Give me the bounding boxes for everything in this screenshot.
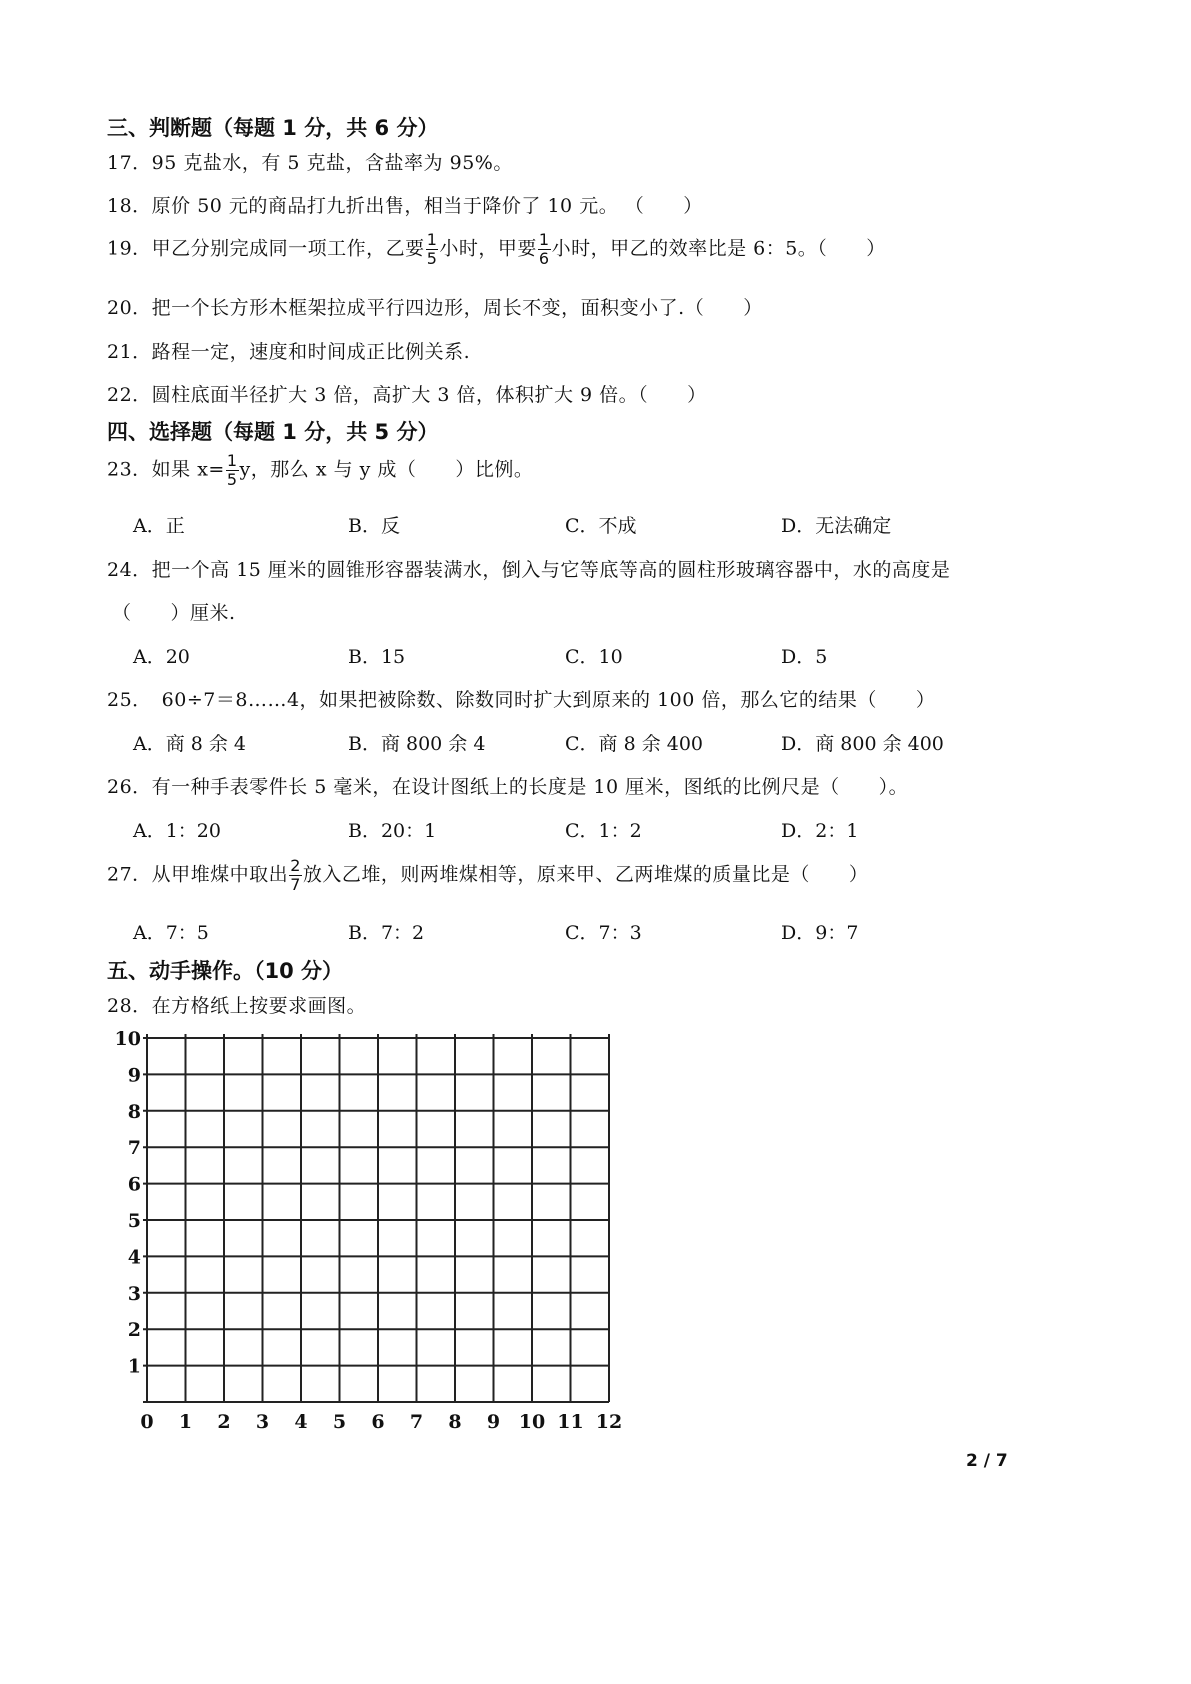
option-a: A．商 8 余 4 [133, 733, 247, 755]
y-axis-tick-label: 2 [127, 1319, 141, 1342]
option-d: D．2：1 [781, 820, 859, 842]
option-b: B．反 [348, 515, 400, 537]
fraction-numerator: 2 [290, 856, 301, 875]
y-axis-tick-label: 9 [127, 1064, 141, 1087]
x-axis-tick-label: 7 [409, 1411, 424, 1433]
question-26: 26．有一种手表零件长 5 毫米，在设计图纸上的长度是 10 厘米，图纸的比例尺是（ ）。 [107, 776, 909, 798]
y-axis-tick-label: 1 [127, 1355, 141, 1378]
option-b: B．7：2 [348, 922, 425, 944]
question-18: 18．原价 50 元的商品打九折出售，相当于降价了 10 元。 （ ） [107, 195, 703, 217]
option-d: D．5 [781, 646, 828, 668]
question-27-suffix: 放入乙堆，则两堆煤相等，原来甲、乙两堆煤的质量比是（ ） [302, 863, 869, 886]
x-axis-tick-label: 9 [486, 1411, 501, 1433]
question-27 [107, 857, 868, 894]
x-axis-tick-label: 5 [332, 1411, 347, 1433]
fraction [538, 231, 551, 268]
y-axis-tick-label: 10 [114, 1028, 141, 1050]
option-d: D．无法确定 [781, 515, 892, 537]
question-19 [107, 231, 886, 268]
question-19-mid: 小时，甲要 [439, 237, 537, 260]
question-17: 17．95 克盐水，有 5 克盐，含盐率为 95%。 [107, 152, 513, 174]
option-a: A．20 [133, 646, 190, 668]
option-b: B．商 800 余 4 [348, 733, 486, 755]
question-23 [107, 452, 533, 489]
question-19-prefix: 19．甲乙分别完成同一项工作，乙要 [107, 237, 425, 260]
x-axis-tick-label: 4 [294, 1411, 308, 1433]
option-b: B．20：1 [348, 820, 437, 842]
x-axis-tick-label: 10 [518, 1411, 546, 1433]
fraction-numerator: 1 [226, 451, 238, 470]
option-c: C．不成 [565, 515, 637, 537]
y-axis-tick-label: 5 [127, 1210, 141, 1232]
option-c: C．10 [565, 646, 623, 668]
x-axis-tick-label: 12 [595, 1411, 623, 1433]
fraction [226, 452, 239, 489]
x-axis-tick-label: 0 [140, 1411, 154, 1433]
question-20: 20．把一个长方形木框架拉成平行四边形，周长不变，面积变小了.（ ） [107, 297, 763, 319]
fraction-numerator: 1 [426, 230, 438, 249]
option-c: C．7：3 [565, 922, 642, 944]
x-axis-tick-label: 11 [557, 1411, 584, 1433]
x-axis-tick-label: 1 [178, 1411, 193, 1433]
question-24-line-1: 24．把一个高 15 厘米的圆锥形容器装满水，倒入与它等底等高的圆柱形玻璃容器中，水的高度是 [107, 559, 951, 581]
y-axis-tick-label: 8 [127, 1100, 141, 1123]
coordinate-grid [114, 1020, 630, 1440]
y-axis-tick-label: 3 [127, 1282, 141, 1305]
fraction [426, 231, 439, 268]
fraction [289, 857, 302, 894]
question-28: 28．在方格纸上按要求画图。 [107, 995, 367, 1017]
option-a: A．1：20 [133, 820, 221, 842]
x-axis-tick-label: 3 [255, 1411, 270, 1433]
question-25: 25． 60÷7＝8……4，如果把被除数、除数同时扩大到原来的 100 倍，那么它的结果（ ） [107, 689, 936, 711]
x-axis-tick-label: 6 [371, 1411, 385, 1433]
fraction-denominator: 5 [226, 470, 238, 489]
option-d: D．商 800 余 400 [781, 733, 944, 755]
section-5-title: 五、动手操作。（10 分） [107, 959, 344, 983]
y-axis-tick-label: 4 [127, 1246, 141, 1269]
option-c: C．1：2 [565, 820, 642, 842]
fraction-numerator: 1 [538, 230, 550, 249]
option-a: A．正 [133, 515, 185, 537]
fraction-denominator: 7 [290, 875, 301, 894]
question-23-prefix: 23．如果 x= [107, 458, 225, 481]
section-4-title: 四、选择题（每题 1 分，共 5 分） [107, 420, 439, 444]
section-3-title: 三、判断题（每题 1 分，共 6 分） [107, 116, 439, 140]
question-22: 22．圆柱底面半径扩大 3 倍，高扩大 3 倍，体积扩大 9 倍。（ ） [107, 384, 707, 406]
x-axis-tick-label: 8 [448, 1411, 462, 1433]
y-axis-tick-label: 6 [127, 1173, 141, 1196]
option-a: A．7：5 [133, 922, 209, 944]
option-d: D．9：7 [781, 922, 859, 944]
question-24-line-2: （ ）厘米. [112, 602, 236, 624]
x-axis-tick-label: 2 [217, 1411, 231, 1433]
fraction-denominator: 6 [538, 249, 550, 268]
page-number: 2 / 7 [966, 1451, 1008, 1471]
question-23-suffix: y，那么 x 与 y 成（ ）比例。 [239, 458, 534, 481]
y-axis-tick-label: 7 [127, 1137, 141, 1160]
question-27-prefix: 27．从甲堆煤中取出 [107, 863, 289, 886]
option-c: C．商 8 余 400 [565, 733, 704, 755]
fraction-denominator: 5 [426, 249, 438, 268]
option-b: B．15 [348, 646, 406, 668]
question-21: 21．路程一定，速度和时间成正比例关系. [107, 341, 471, 363]
question-19-suffix: 小时，甲乙的效率比是 6：5。（ ） [551, 237, 886, 260]
